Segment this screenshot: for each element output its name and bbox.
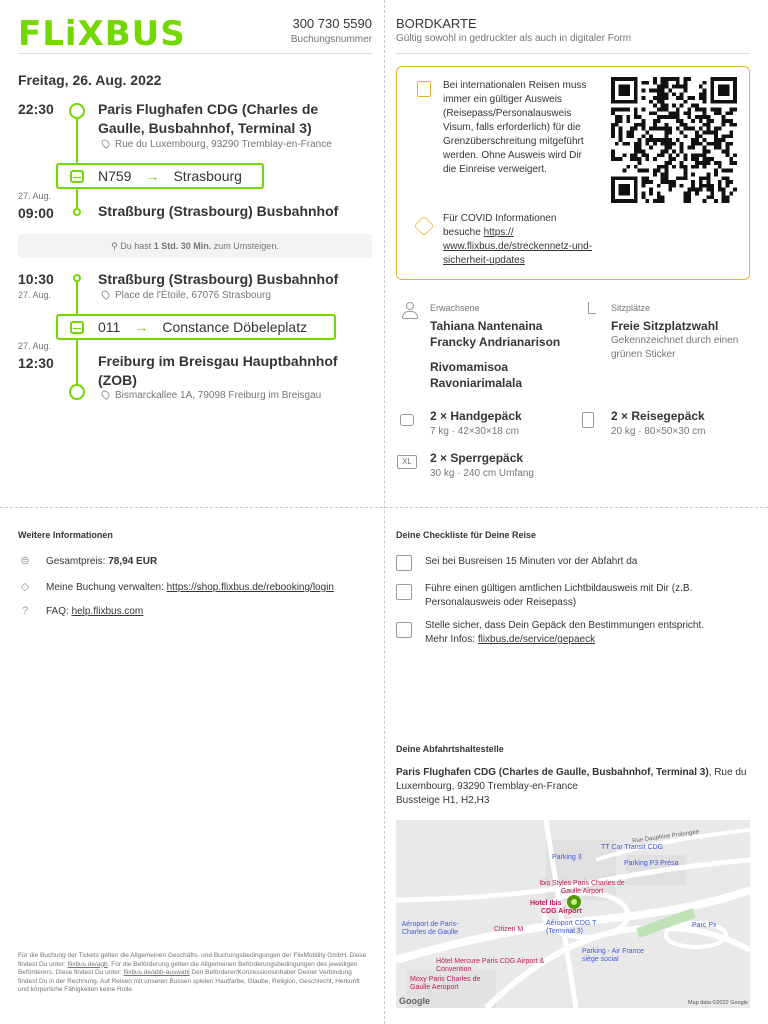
hand-luggage-sub: 7 kg · 42×30×18 cm — [430, 426, 519, 437]
passenger-label: Erwachsene — [430, 303, 480, 313]
covid-shield-icon — [414, 216, 434, 236]
faq-link[interactable]: help.flixbus.com — [71, 606, 144, 617]
leg1-departure-address — [102, 139, 332, 150]
covid-info-text: Für COVID Informationen besuche — [443, 213, 557, 238]
bulky-luggage-sub: 30 kg · 240 cm Umfang — [430, 468, 534, 479]
luggage-info-link[interactable]: flixbus.de/service/gepaeck — [477, 634, 596, 645]
leg2-direction: Constance Döbeleplatz — [162, 319, 308, 335]
map-label-road: Rue Dauphine Prolongée — [631, 829, 700, 845]
id-notice-box — [396, 66, 750, 280]
flixbus-logo: FLiXBUS — [18, 14, 186, 54]
leg2-bus-line — [56, 314, 336, 340]
departure-stop-name: Paris Flughafen CDG (Charles de Gaulle, Busbahnhof, Terminal 3) — [396, 767, 709, 778]
leg2-line-number: 011 — [98, 319, 121, 335]
departure-dot-2 — [73, 274, 81, 282]
arrow-right-icon: → — [134, 319, 149, 335]
abb-link[interactable]: flixbus.de/abb-auswahl — [123, 969, 190, 976]
arrival-circle-2 — [69, 384, 85, 400]
handbag-icon — [400, 414, 414, 426]
booking-number-label: Buchungsnummer — [290, 34, 372, 45]
faq-label: FAQ: — [46, 606, 72, 617]
boarding-pass-title: BORDKARTE — [396, 16, 477, 31]
checklist-item-2: Führe einen gültigen amtlichen Lichtbildausweis mit Dir (z.B. Personalausweis oder Reisepass) — [425, 583, 693, 608]
price-label: Gesamtpreis: — [46, 556, 109, 567]
leg1-departure-address-text: Rue du Luxembourg, 93290 Tremblay-en-France — [115, 139, 332, 150]
map-label-moxy: Moxy Paris Charles de Gaulle Aeroport — [410, 976, 481, 991]
checklist-item-3-text: Stelle sicher, dass Dein Gepäck den Bestimmungen entspricht. — [425, 620, 705, 631]
map-label-parking3: Parking 3 — [552, 854, 582, 861]
manage-label: Meine Buchung verwalten: — [46, 582, 167, 593]
travel-luggage-title: 2 × Reisegepäck — [611, 409, 705, 423]
leg1-departure-stop: Paris Flughafen CDG (Charles de Gaulle, Busbahnhof, Terminal 3) — [98, 101, 319, 136]
transfer-info — [18, 234, 372, 258]
money-icon: ⊜ — [20, 555, 30, 567]
leg2-arrival-address — [102, 390, 321, 401]
map-label-parc-px: Parc Px — [692, 922, 717, 929]
leg1-arrival-time: 09:00 — [18, 205, 54, 221]
legal-text-2: . Für die Beförderung gelten die Allgemeinen Beförderungsbedingungen des jeweiligen Beförderers. Diese findest Du unter: — [18, 960, 358, 976]
location-pin-icon — [100, 289, 111, 300]
leg2-arrival-date: 27. Aug. — [18, 341, 52, 351]
legal-text-3: Den Beförderer/Konzessionsinhaber Deiner Verbindung findest Du in der Rechnung. Auf Reisen mit unseren Bussen spielen Hautfarbe, Glaube, Religion, Geschlecht, Herkunft und körperliche Fähigkeiten keine Rolle. — [18, 969, 360, 993]
more-info-title: Weitere Informationen — [18, 530, 113, 540]
xl-luggage-icon: XL — [397, 455, 417, 469]
legal-text-1: Für die Buchung der Tickets gelten die Allgemeinen Geschäfts- und Buchungsbedingungen der FlixMobility GmbH. Diese findest Du unter: — [18, 952, 367, 968]
boarding-pass-subtitle: Gültig sowohl in gedruckter als auch in digitaler Form — [396, 33, 632, 44]
total-price: 78,94 EUR — [108, 556, 158, 567]
leg2-arrival-time: 12:30 — [18, 355, 54, 371]
faq-row — [18, 605, 143, 617]
price-row — [18, 554, 157, 567]
checklist-more-info — [425, 633, 745, 647]
leg2-departure-address-text: Place de l'Étoile, 67076 Strasbourg — [115, 290, 271, 301]
qr-code — [609, 77, 739, 203]
map-label-cdg-airport: CDG Airport — [541, 908, 582, 915]
leg1-line-number: N759 — [98, 168, 132, 184]
departure-stop-address: , Rue du Luxembourg, 93290 Tremblay-en-France — [396, 767, 747, 792]
bulky-luggage-title: 2 × Sperrgepäck — [430, 451, 524, 465]
manage-booking-link[interactable]: https://shop.flixbus.de/rebooking/login — [166, 582, 334, 593]
checklist-title: Deine Checkliste für Deine Reise — [396, 530, 537, 540]
arrival-dot-1 — [73, 208, 81, 216]
map-label-car-transit: TT Car Transit CDG — [601, 844, 664, 851]
seat-label: Sitzplätze — [611, 303, 651, 313]
leg2-arrival-stop: Freiburg im Breisgau Hauptbahnhof (ZOB) — [98, 353, 338, 388]
person-icon — [402, 302, 418, 320]
seat-note: Gekennzeichnet durch einen grünen Sticker — [611, 335, 739, 360]
bus-icon — [70, 321, 84, 334]
leg1-departure-time: 22:30 — [18, 101, 54, 117]
leg1-arrival-date: 27. Aug. — [18, 191, 52, 201]
qr-modules — [611, 77, 737, 203]
departure-map[interactable] — [396, 820, 750, 1008]
checklist-item-1: Sei bei Busreisen 15 Minuten vor der Abfahrt da — [425, 556, 638, 567]
map-label-hotel-ibis: Hotel Ibis — [530, 900, 562, 907]
passenger-name-2: Rivomamisoa Ravoniarimalala — [430, 360, 523, 390]
map-credit: Map data ©2022 Google — [687, 1000, 748, 1006]
leg1-arrival-stop: Straßburg (Strasbourg) Busbahnhof — [98, 203, 339, 219]
id-notice-text: Bei internationalen Reisen muss immer ein gültiger Ausweis (Reisepass/Personalausweis Visum, falls erforderlich) für die Grenzüberschreitung mitgeführt werden. Ohne Ausweis wird Dir die Einreise verweigert. — [443, 80, 587, 175]
bus-icon — [70, 170, 84, 183]
map-label-parking-p3: Parking P3 Présa — [624, 860, 679, 867]
travel-date: Freitag, 26. Aug. 2022 — [18, 72, 162, 88]
walk-icon: ⚲ — [111, 241, 121, 251]
passenger-name-1: Tahiana Nantenaina Francky Andrianarison — [430, 319, 561, 349]
location-pin-icon — [100, 389, 111, 400]
ticket-icon: ◇ — [20, 581, 30, 593]
horizontal-divider — [0, 507, 768, 508]
checklist-checkbox-2[interactable] — [396, 584, 412, 600]
location-pin-icon — [100, 138, 111, 149]
booking-number-block — [291, 16, 372, 45]
departure-circle-1 — [69, 103, 85, 119]
header-rule-right — [396, 53, 750, 54]
transfer-pre: Du hast — [120, 241, 154, 251]
suitcase-icon — [582, 412, 594, 428]
google-logo: Google — [399, 996, 430, 1006]
covid-info — [443, 212, 593, 268]
leg2-departure-time: 10:30 — [18, 271, 54, 287]
timeline-line-1 — [76, 116, 78, 208]
departure-stop-details — [396, 766, 752, 808]
leg1-bus-line — [56, 163, 264, 189]
question-icon: ? — [21, 605, 29, 617]
departure-stop-platforms: Bussteige H1, H2,H3 — [396, 795, 490, 806]
map-label-aeroport: Aéroport de Paris-Charles de Gaulle — [401, 921, 459, 936]
seat-icon — [586, 302, 598, 320]
leg2-arrival-address-text: Bismarckallee 1A, 79098 Freiburg im Breisgau — [115, 390, 322, 401]
transfer-post: zum Umsteigen. — [211, 241, 279, 251]
booking-number: 300 730 5590 — [292, 16, 372, 31]
map-label-mercure: Hôtel Mercure Paris CDG Airport & Convention — [436, 958, 545, 973]
departure-stop-title: Deine Abfahrtshaltestelle — [396, 744, 504, 754]
seat-value: Freie Sitzplatzwahl — [611, 319, 719, 333]
map-label-air-france: Parking - Air France siège social — [582, 948, 644, 963]
checklist-checkbox-3[interactable] — [396, 622, 412, 638]
passport-icon — [417, 81, 431, 97]
map-label-terminal3: Aéroport CDG T (Terminal 3) — [546, 920, 597, 935]
map-label-ibis-styles: Ibis Styles Paris Charles de Gaulle Airport — [539, 880, 625, 895]
hand-luggage-title: 2 × Handgepäck — [430, 409, 522, 423]
travel-luggage-sub: 20 kg · 80×50×30 cm — [611, 426, 706, 437]
manage-booking-row — [18, 580, 334, 593]
leg1-direction: Strasbourg — [173, 168, 242, 184]
vertical-divider — [384, 0, 385, 1024]
leg2-departure-date: 27. Aug. — [18, 290, 52, 300]
legal-text — [18, 952, 368, 995]
transfer-duration: 1 Std. 30 Min. — [153, 241, 212, 251]
checklist-item-3 — [425, 619, 745, 647]
agb-link[interactable]: flixbus.de/agb — [67, 960, 108, 968]
leg2-departure-address — [102, 290, 271, 301]
checklist-checkbox-1[interactable] — [396, 555, 412, 571]
arrow-right-icon: → — [145, 168, 160, 184]
covid-link[interactable]: https:// www.flixbus.de/streckennetz-und-sicherheit-updates — [443, 227, 592, 266]
more-info-label: Mehr Infos: — [425, 634, 478, 645]
leg2-departure-stop: Straßburg (Strasbourg) Busbahnhof — [98, 271, 339, 287]
map-label-citizen-m: Citizen M — [494, 926, 524, 933]
